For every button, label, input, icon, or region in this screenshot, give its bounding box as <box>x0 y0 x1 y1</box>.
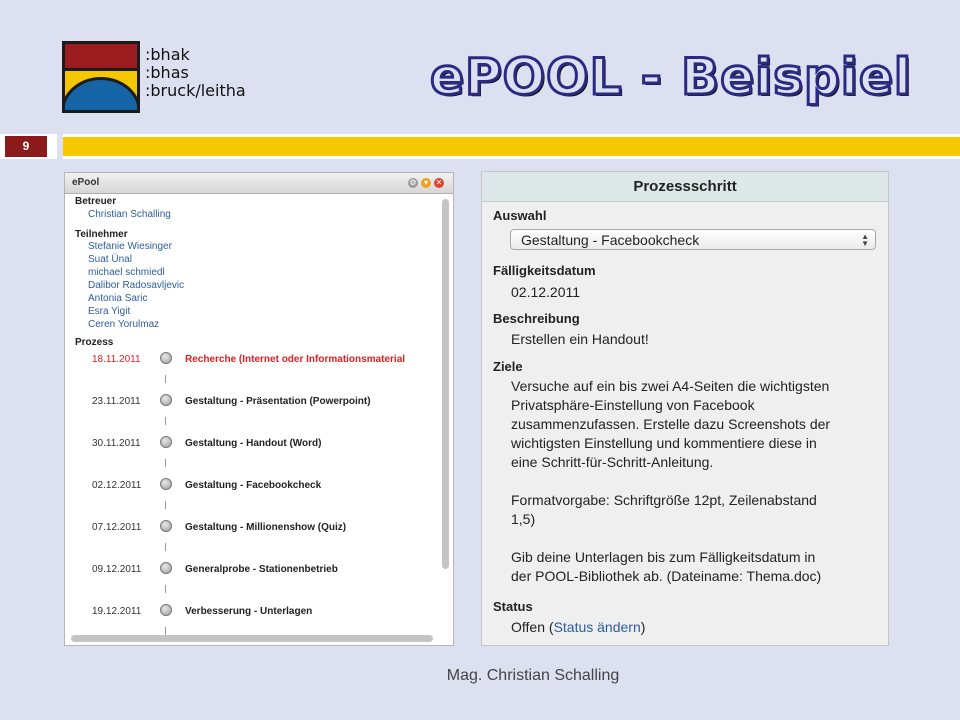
select-arrows-icon: ▲ ▼ <box>861 232 869 248</box>
betreuer-name[interactable]: Christian Schalling <box>88 209 171 220</box>
ziele-line <box>511 529 830 548</box>
step-date: 18.11.2011 <box>92 354 141 365</box>
step-label[interactable]: Gestaltung - Facebookcheck <box>185 480 322 491</box>
beschreibung-value: Erstellen ein Handout! <box>511 331 649 347</box>
ziele-label: Ziele <box>493 359 523 374</box>
epool-window <box>64 172 454 646</box>
status-paren-open: ( <box>545 619 554 635</box>
logo-line: :bruck/leitha <box>145 81 246 100</box>
step-date: 07.12.2011 <box>92 522 142 533</box>
step-date: 30.11.2011 <box>92 438 141 449</box>
slide-number: 9 <box>5 136 47 157</box>
header-bar <box>63 134 960 159</box>
settings-icon[interactable]: ⚙ <box>409 178 417 187</box>
step-circle-icon[interactable] <box>160 394 172 406</box>
step-date: 19.12.2011 <box>92 606 142 617</box>
betreuer-heading: Betreuer <box>75 196 117 207</box>
teilnehmer-heading: Teilnehmer <box>75 229 128 240</box>
epool-titlebar <box>65 173 453 194</box>
status-aendern-link[interactable]: Status ändern <box>553 619 641 635</box>
step-label[interactable]: Recherche (Internet oder Informationsmaterial <box>185 354 406 365</box>
step-circle-icon[interactable] <box>160 604 172 616</box>
prozess-heading: Prozess <box>75 337 114 348</box>
step-circle-icon[interactable] <box>160 520 172 532</box>
bhak-logo <box>62 41 140 113</box>
step-connector <box>165 585 166 593</box>
step-connector <box>165 417 166 425</box>
auswahl-label: Auswahl <box>493 208 547 223</box>
ziele-line: Privatsphäre-Einstellung von Facebook <box>511 397 755 413</box>
teilnehmer-name[interactable]: Dalibor Radosavljevic <box>88 280 185 291</box>
step-connector <box>165 627 166 635</box>
logo-text <box>145 46 246 100</box>
step-circle-icon[interactable] <box>160 436 172 448</box>
ziele-line <box>511 472 830 491</box>
auswahl-select[interactable] <box>510 229 876 250</box>
slide-number-box <box>0 134 57 159</box>
auswahl-selected-value: Gestaltung - Facebookcheck <box>521 232 700 248</box>
ziele-line: wichtigsten Einstellung und kommentiere diese in <box>511 435 817 451</box>
prozessschritt-panel <box>481 171 889 646</box>
teilnehmer-name[interactable]: michael schmiedl <box>88 267 165 278</box>
slide-title: ePOOL - Beispiel <box>430 48 912 106</box>
step-circle-icon[interactable] <box>160 352 172 364</box>
teilnehmer-name[interactable]: Esra Yigit <box>88 306 131 317</box>
footer-author: Mag. Christian Schalling <box>446 667 620 684</box>
step-circle-icon[interactable] <box>160 562 172 574</box>
teilnehmer-name[interactable]: Suat Ünal <box>88 254 132 265</box>
ziele-text <box>511 377 830 586</box>
ziele-line: Versuche auf ein bis zwei A4-Seiten die wichtigsten <box>511 378 830 394</box>
faelligkeit-value: 02.12.2011 <box>511 284 581 300</box>
step-label[interactable]: Gestaltung - Handout (Word) <box>185 438 322 449</box>
beschreibung-label: Beschreibung <box>493 311 580 326</box>
close-icon[interactable]: ✕ <box>435 178 443 187</box>
faelligkeit-label: Fälligkeitsdatum <box>493 263 596 278</box>
step-label[interactable]: Gestaltung - Präsentation (Powerpoint) <box>185 396 371 407</box>
status-value-line <box>511 618 645 637</box>
teilnehmer-name[interactable]: Stefanie Wiesinger <box>88 241 172 252</box>
ziele-line: 1,5) <box>511 511 536 527</box>
minimize-icon[interactable]: ▾ <box>421 178 431 188</box>
step-connector <box>165 459 166 467</box>
ziele-line: zusammenzufassen. Erstelle dazu Screenshots der <box>511 416 831 432</box>
ziele-line: der POOL-Bibliothek ab. (Dateiname: Thema.doc) <box>511 568 822 584</box>
status-label: Status <box>493 599 533 614</box>
step-label[interactable]: Gestaltung - Millionenshow (Quiz) <box>185 522 347 533</box>
ziele-line: Formatvorgabe: Schriftgröße 12pt, Zeilenabstand <box>511 492 817 508</box>
step-date: 23.11.2011 <box>92 396 141 407</box>
epool-window-title: ePool <box>72 177 100 188</box>
epool-content <box>75 195 445 635</box>
ziele-line: Gib deine Unterlagen bis zum Fälligkeitsdatum in <box>511 549 816 565</box>
teilnehmer-name[interactable]: Antonia Saric <box>88 293 148 304</box>
logo-line: :bhas <box>145 63 189 82</box>
step-connector <box>165 543 166 551</box>
prozessschritt-header: Prozessschritt <box>482 172 888 202</box>
step-date: 02.12.2011 <box>92 480 142 491</box>
step-date: 09.12.2011 <box>92 564 142 575</box>
logo-line: :bhak <box>145 45 190 64</box>
step-connector <box>165 501 166 509</box>
step-label[interactable]: Generalprobe - Stationenbetrieb <box>185 564 338 575</box>
step-circle-icon[interactable] <box>160 478 172 490</box>
vertical-scrollbar[interactable] <box>442 199 449 569</box>
horizontal-scrollbar[interactable] <box>71 635 433 642</box>
teilnehmer-name[interactable]: Ceren Yorulmaz <box>88 319 160 330</box>
ziele-line: eine Schritt-für-Schritt-Anleitung. <box>511 454 714 470</box>
step-connector <box>165 375 166 383</box>
step-label[interactable]: Verbesserung - Unterlagen <box>185 606 313 617</box>
status-paren-close: ) <box>640 619 646 635</box>
status-value: Offen <box>511 619 545 635</box>
